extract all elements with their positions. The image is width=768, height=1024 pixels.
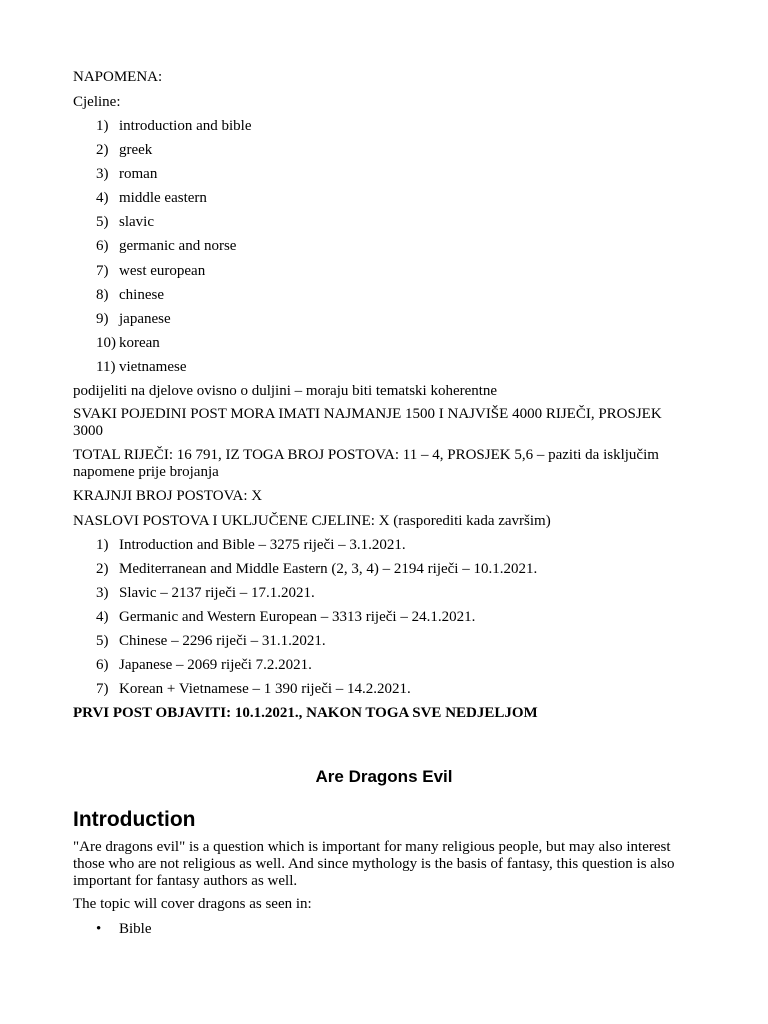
list-item: 8) chinese (96, 287, 164, 303)
list-item: 6) germanic and norse (96, 238, 237, 254)
list-item: 1) Introduction and Bible – 3275 riječi – 3.1.2021. (96, 537, 406, 553)
sections-label: Cjeline: (73, 94, 121, 110)
bullet-icon: • (96, 921, 102, 937)
split-note: podijeliti na djelove ovisno o duljini – moraju biti tematski koherentne (73, 383, 498, 399)
list-item: 3) roman (96, 166, 158, 182)
post-length-note: SVAKI POJEDINI POST MORA IMATI NAJMANJE 1500 I NAJVIŠE 4000 RIJEČI, PROSJEK 3000 (73, 406, 662, 439)
note-header: NAPOMENA: (73, 69, 163, 85)
list-item: 11) vietnamese (96, 359, 187, 375)
list-item: 2) greek (96, 142, 153, 158)
list-item: 6) Japanese – 2069 riječi 7.2.2021. (96, 657, 312, 673)
post-titles-header: NASLOVI POSTOVA I UKLJUČENE CJELINE: X (rasporediti kada završim) (73, 513, 551, 529)
list-item: 4) Germanic and Western European – 3313 riječi – 24.1.2021. (96, 609, 476, 625)
intro-paragraph: "Are dragons evil" is a question which is important for many religious people, but may also interest those who are not religious as well. And since mythology is the basis of fantasy, this question is also important for fantasy authors as well. (73, 839, 675, 889)
list-item: 1) introduction and bible (96, 118, 252, 134)
list-item: • Bible (96, 921, 152, 937)
list-item: 2) Mediterranean and Middle Eastern (2, 3, 4) – 2194 riječi – 10.1.2021. (96, 561, 538, 577)
final-count: KRAJNJI BROJ POSTOVA: X (73, 488, 263, 504)
list-item: 4) middle eastern (96, 190, 207, 206)
list-item: 3) Slavic – 2137 riječi – 17.1.2021. (96, 585, 315, 601)
list-item: 9) japanese (96, 311, 171, 327)
list-item: 10) korean (96, 335, 160, 351)
list-item: 7) west european (96, 263, 206, 279)
list-item: 5) slavic (96, 214, 154, 230)
total-note: TOTAL RIJEČI: 16 791, IZ TOGA BROJ POSTOVA: 11 – 4, PROSJEK 5,6 – paziti da isključim napomene prije brojanja (73, 447, 659, 480)
list-item: 7) Korean + Vietnamese – 1 390 riječi – 14.2.2021. (96, 681, 411, 697)
intro-heading: Introduction (73, 808, 196, 831)
list-item: 5) Chinese – 2296 riječi – 31.1.2021. (96, 633, 326, 649)
topic-line: The topic will cover dragons as seen in: (73, 896, 312, 912)
document-title: Are Dragons Evil (315, 767, 453, 786)
publish-note: PRVI POST OBJAVITI: 10.1.2021., NAKON TOGA SVE NEDJELJOM (73, 705, 538, 721)
